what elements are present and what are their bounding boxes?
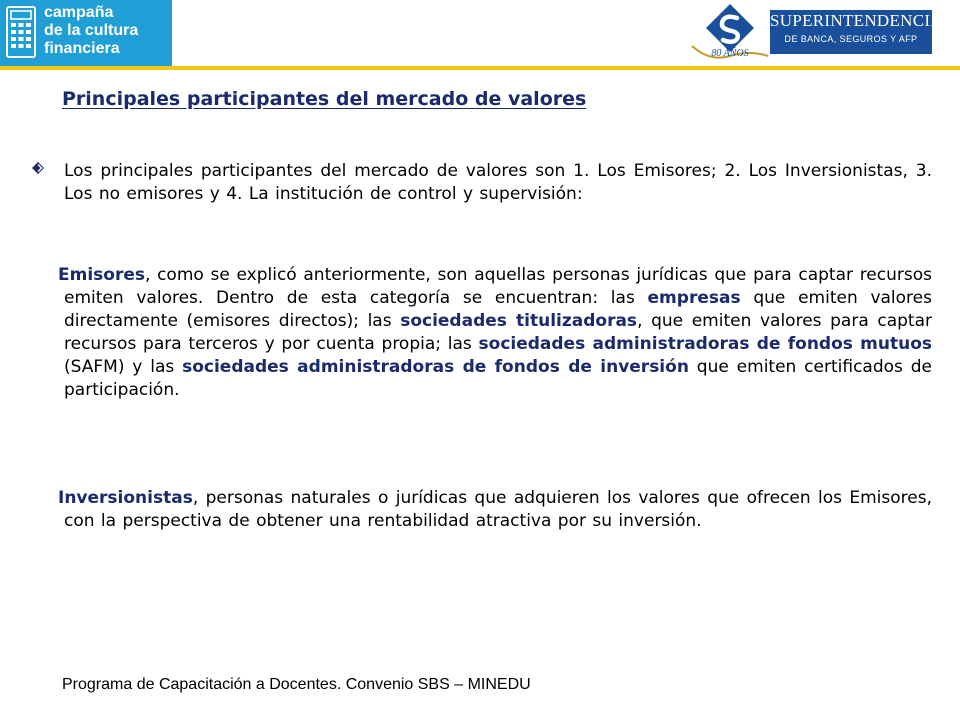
emisores-paragraph bbox=[58, 264, 932, 402]
term-safi: sociedades administradoras de fondos de inversión bbox=[182, 357, 689, 377]
footer-text: Programa de Capacitación a Docentes. Convenio SBS – MINEDU bbox=[62, 676, 531, 693]
brand-divider bbox=[168, 0, 172, 66]
emisores-text-5: que emiten certificados de participación. bbox=[64, 357, 932, 400]
term-safm: sociedades administradoras de fondos mutuos bbox=[478, 334, 932, 354]
term-sociedades-titulizadoras: sociedades titulizadoras bbox=[400, 311, 638, 331]
intro-paragraph: Los principales participantes del mercado de valores son 1. Los Emisores; 2. Los Inversionistas, 3. Los no emisores y 4. La institución de control y supervisión: bbox=[64, 161, 932, 204]
anniversary-label: 80 AÑOS bbox=[711, 48, 749, 59]
sbs-name-line-1: SUPERINTENDENCIA bbox=[770, 11, 943, 30]
slide-header bbox=[0, 0, 960, 66]
campaign-name-line-3: financiera bbox=[44, 40, 120, 57]
campaign-name-line-1: campaña bbox=[44, 4, 114, 21]
campaign-name bbox=[44, 4, 138, 58]
header-divider bbox=[0, 66, 960, 70]
sbs-anniversary-logo bbox=[688, 2, 772, 64]
calculator-icon bbox=[6, 6, 36, 58]
campaign-logo bbox=[0, 0, 168, 66]
emisores-text-2: que emiten valores directamente (emisores directos); las bbox=[64, 288, 932, 331]
emisores-text-1: , como se explicó anteriormente, son aquellas personas jurídicas que para captar recursos emiten valores. Dentro de esta categoría se encuentran: las bbox=[64, 265, 932, 308]
emisores-text-4: (SAFM) y las bbox=[64, 357, 183, 377]
slide-title: Principales participantes del mercado de valores bbox=[62, 88, 587, 110]
term-emisores: Emisores bbox=[58, 265, 145, 285]
sbs-name-box bbox=[770, 10, 943, 54]
term-inversionistas: Inversionistas bbox=[58, 488, 193, 508]
emisores-text-3: , que emiten valores para captar recursos para terceros y por cuenta propia; las bbox=[64, 311, 932, 354]
sbs-name-line-2: DE BANCA, SEGUROS Y AFP bbox=[784, 34, 918, 44]
inversionistas-paragraph bbox=[58, 487, 932, 533]
diamond-bullet-icon bbox=[30, 161, 46, 175]
campaign-name-line-2: de la cultura bbox=[44, 22, 139, 39]
inversionistas-text-1: , personas naturales o jurídicas que adquieren los valores que ofrecen los Emisores, con la perspectiva de obtener una rentabilidad atractiva por su inversión. bbox=[64, 488, 932, 531]
term-empresas: empresas bbox=[647, 288, 741, 308]
